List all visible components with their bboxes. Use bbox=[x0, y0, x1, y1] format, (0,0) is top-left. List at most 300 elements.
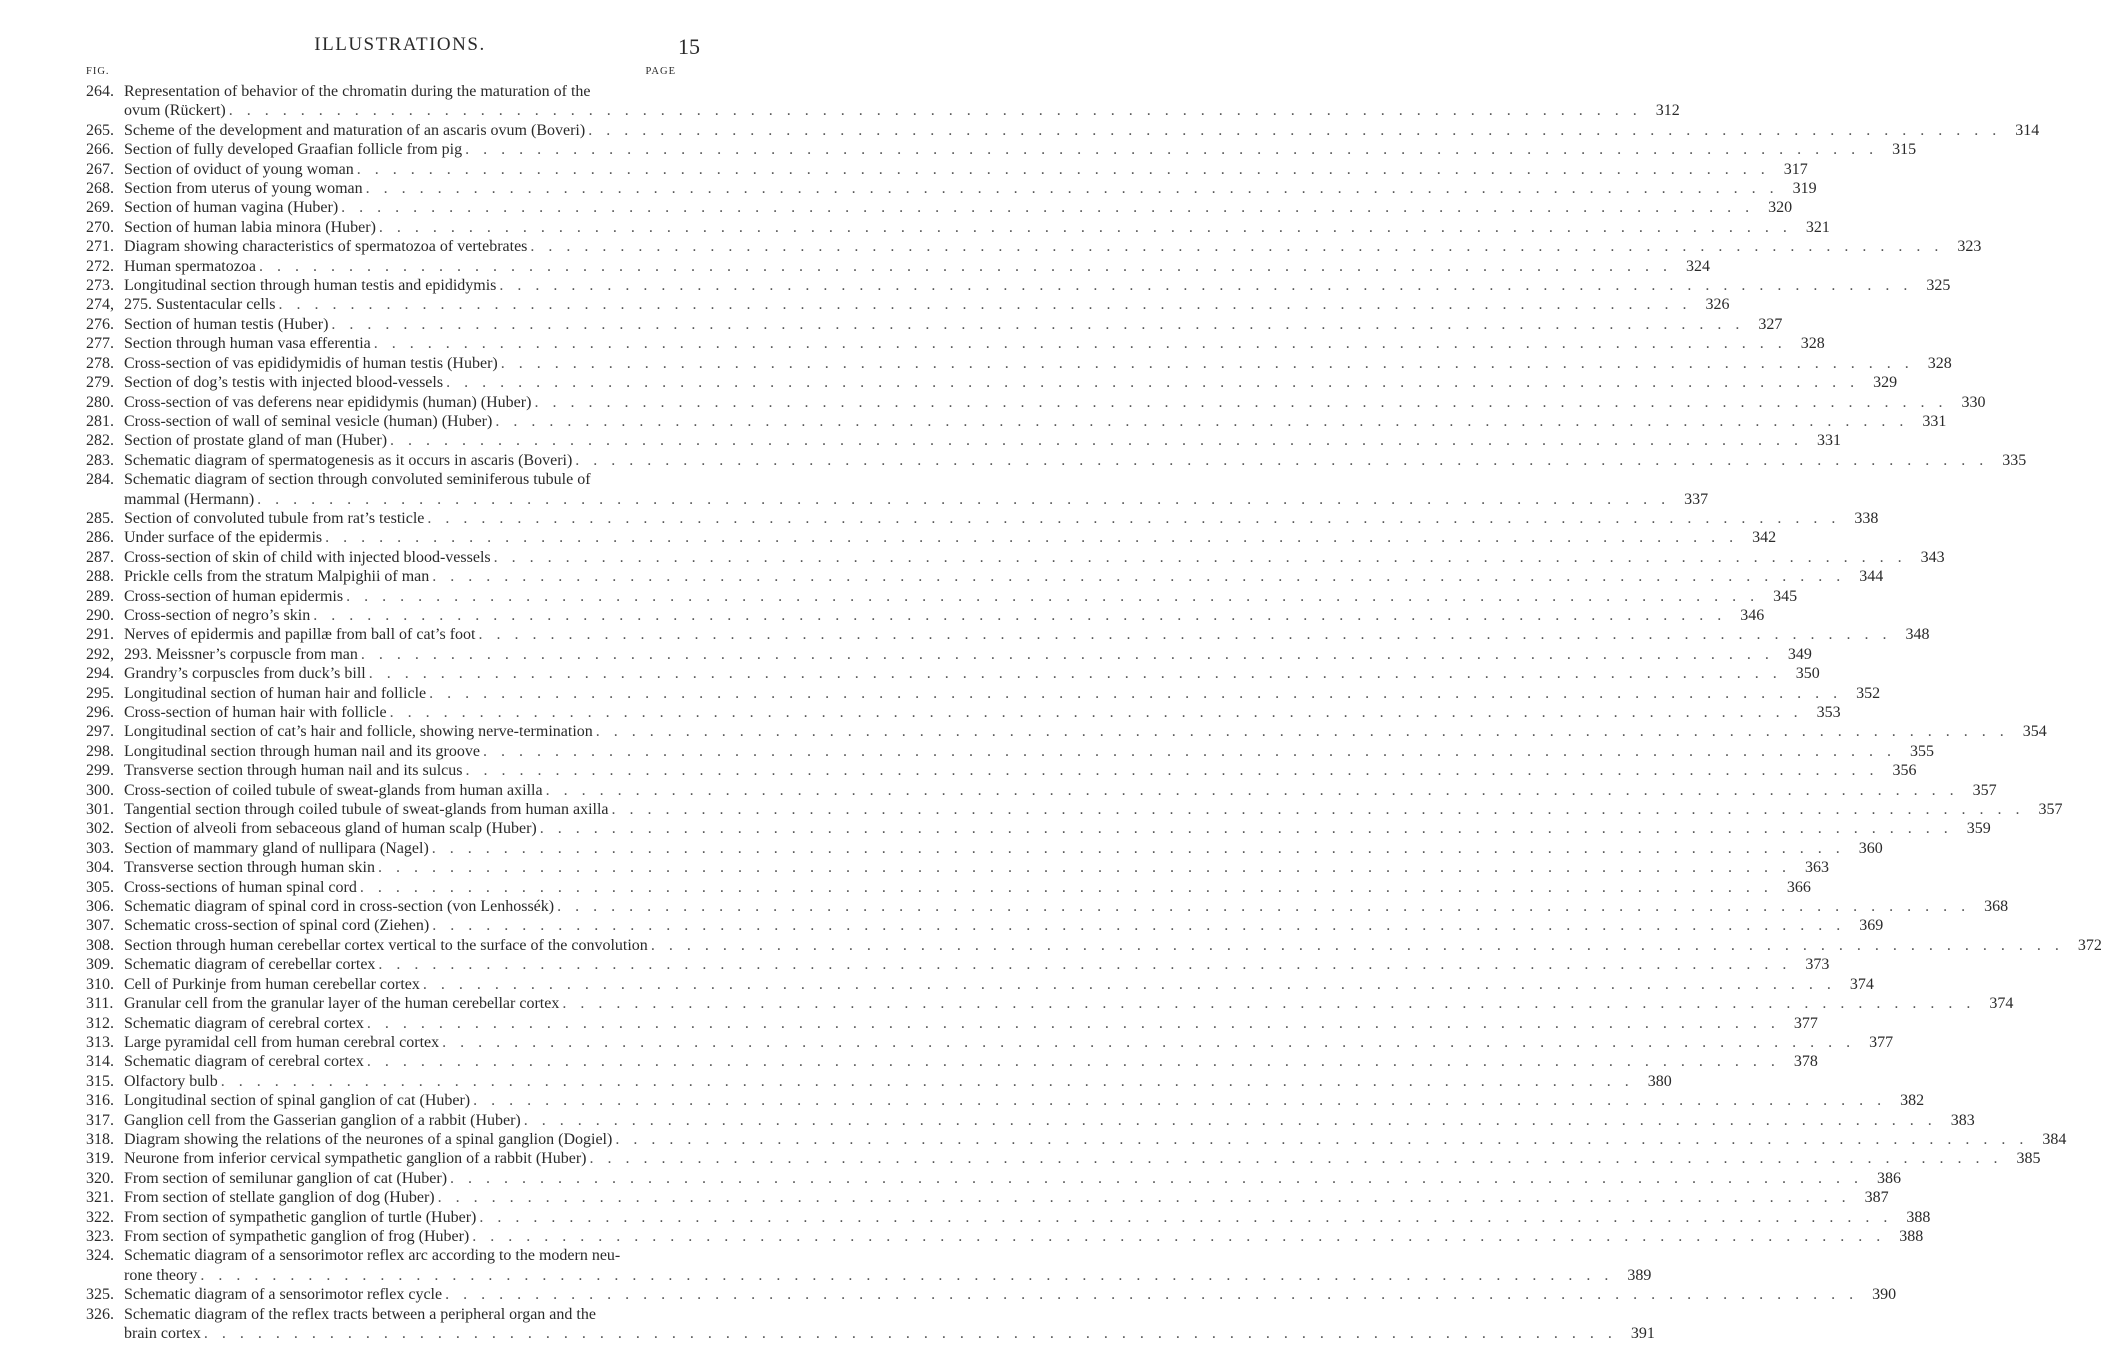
entry-body bbox=[124, 257, 1710, 276]
entry-body bbox=[124, 121, 2040, 140]
entry-body bbox=[124, 839, 1883, 858]
dot-leader bbox=[494, 548, 1907, 567]
dot-leader bbox=[360, 878, 1773, 897]
caption-line bbox=[124, 315, 1783, 334]
figure-number: 304. bbox=[86, 859, 114, 877]
page-reference: 342 bbox=[1752, 529, 1777, 547]
figure-number: 280. bbox=[86, 393, 114, 411]
page-reference: 389 bbox=[1627, 1266, 1652, 1284]
caption-line: Schematic diagram of a sensorimotor reflex arc according to the modern neu- bbox=[124, 1247, 621, 1265]
figure-number: 300. bbox=[86, 781, 114, 799]
caption-text: Section from uterus of young woman bbox=[124, 180, 363, 198]
caption-text: From section of semilunar ganglion of cat (Huber) bbox=[124, 1169, 448, 1187]
entry-body bbox=[124, 897, 2009, 916]
caption-line bbox=[124, 140, 1917, 159]
entry-body bbox=[124, 1305, 1655, 1344]
fig-column-header: FIG. bbox=[86, 66, 110, 77]
figure-number: 320. bbox=[86, 1169, 114, 1187]
caption-line bbox=[124, 1052, 1818, 1071]
figure-number: 269. bbox=[86, 199, 114, 217]
list-item bbox=[86, 742, 1934, 761]
page-reference: 353 bbox=[1816, 704, 1841, 721]
caption-line bbox=[124, 878, 1811, 897]
caption-line bbox=[124, 373, 1898, 392]
figure-number: 326. bbox=[86, 1305, 114, 1323]
dot-leader bbox=[450, 1169, 1863, 1188]
caption-text: Section of dog’s testis with injected blood-vessels bbox=[124, 374, 444, 392]
dot-leader bbox=[378, 955, 1791, 974]
list-item bbox=[86, 160, 1808, 179]
figure-number: 314. bbox=[86, 1053, 114, 1071]
caption-line bbox=[124, 218, 1830, 237]
entry-body bbox=[124, 412, 1947, 431]
entry-body bbox=[124, 1208, 1931, 1227]
dot-leader bbox=[596, 722, 2009, 741]
figure-number: 268. bbox=[86, 180, 114, 198]
figure-number: 307. bbox=[86, 917, 114, 935]
list-item bbox=[86, 664, 1820, 683]
page-reference: 384 bbox=[2042, 1130, 2067, 1148]
list-item bbox=[86, 334, 1825, 353]
caption-text: Longitudinal section of cat’s hair and follicle, showing nerve-termination bbox=[124, 723, 593, 741]
dot-leader bbox=[279, 295, 1692, 314]
list-item bbox=[86, 121, 2040, 140]
dot-leader bbox=[446, 373, 1859, 392]
page-reference: 380 bbox=[1647, 1072, 1672, 1090]
page-reference: 348 bbox=[1905, 626, 1930, 644]
caption-line bbox=[124, 354, 1952, 373]
page-reference: 357 bbox=[2038, 801, 2063, 819]
figure-number: 270. bbox=[86, 218, 114, 236]
dot-leader bbox=[588, 121, 2001, 140]
list-item bbox=[86, 509, 1879, 528]
entry-body bbox=[124, 800, 2063, 819]
page-reference: 335 bbox=[2002, 451, 2027, 469]
caption-line bbox=[124, 276, 1951, 295]
dot-leader bbox=[589, 1149, 2002, 1168]
caption-line bbox=[124, 1033, 1894, 1052]
caption-line bbox=[124, 722, 2047, 741]
caption-line bbox=[124, 509, 1879, 528]
caption-text: Nerves of epidermis and papillæ from ball of cat’s foot bbox=[124, 626, 476, 644]
caption-line bbox=[124, 179, 1817, 198]
list-item bbox=[86, 82, 1680, 121]
caption-text: Cross-section of human epidermis bbox=[124, 587, 344, 605]
page-reference: 326 bbox=[1705, 296, 1730, 314]
entry-body bbox=[124, 1033, 1894, 1052]
caption-line bbox=[124, 975, 1874, 994]
caption-line bbox=[124, 819, 1991, 838]
page-reference: 354 bbox=[2022, 723, 2047, 741]
dot-leader bbox=[390, 431, 1803, 450]
dot-leader bbox=[357, 160, 1770, 179]
figure-number: 289. bbox=[86, 587, 114, 605]
dot-leader bbox=[346, 587, 1759, 606]
caption-text: Schematic cross-section of spinal cord (Ziehen) bbox=[124, 917, 430, 935]
caption-line bbox=[124, 955, 1830, 974]
figure-number: 312. bbox=[86, 1014, 114, 1032]
list-item bbox=[86, 567, 1884, 586]
figure-number: 267. bbox=[86, 160, 114, 178]
list-item bbox=[86, 179, 1817, 198]
caption-text: Schematic diagram of spinal cord in cross-section (von Lenhossék) bbox=[124, 898, 555, 916]
page-reference: 312 bbox=[1655, 102, 1680, 120]
list-item bbox=[86, 431, 1842, 450]
list-item bbox=[86, 1111, 1975, 1130]
list-item bbox=[86, 1033, 1894, 1052]
page-reference: 382 bbox=[1900, 1092, 1925, 1110]
page-reference: 359 bbox=[1966, 820, 1991, 838]
entry-body bbox=[124, 645, 1812, 664]
entry-body bbox=[124, 1111, 1975, 1130]
entry-body bbox=[124, 1130, 2067, 1149]
entry-body bbox=[124, 509, 1879, 528]
page-reference: 343 bbox=[1920, 548, 1945, 566]
list-item bbox=[86, 1014, 1818, 1033]
list-item bbox=[86, 936, 2102, 955]
page-reference: 331 bbox=[1817, 432, 1842, 450]
caption-line bbox=[124, 490, 1709, 509]
page-reference: 352 bbox=[1856, 684, 1881, 702]
entry-body bbox=[124, 218, 1830, 237]
entry-body bbox=[124, 198, 1793, 217]
list-item bbox=[86, 703, 1841, 722]
caption-line bbox=[124, 451, 2027, 470]
caption-line: Schematic diagram of section through convoluted seminiferous tubule of bbox=[124, 471, 591, 489]
dot-leader bbox=[259, 257, 1672, 276]
entry-body bbox=[124, 276, 1951, 295]
caption-line bbox=[124, 897, 2009, 916]
illustrations-list bbox=[86, 82, 2102, 1343]
caption-text: ovum (Rückert) bbox=[124, 102, 226, 120]
page-reference: 320 bbox=[1768, 199, 1793, 217]
page-reference: 331 bbox=[1922, 412, 1947, 430]
caption-line bbox=[124, 257, 1710, 276]
entry-body bbox=[124, 1285, 1897, 1304]
caption-text: Cross-section of coiled tubule of sweat-glands from human axilla bbox=[124, 781, 543, 799]
caption-text: Section of human testis (Huber) bbox=[124, 315, 329, 333]
caption-text: Section of convoluted tubule from rat’s testicle bbox=[124, 509, 425, 527]
dot-leader bbox=[367, 1052, 1780, 1071]
page-reference: 328 bbox=[1800, 335, 1825, 353]
page-reference: 386 bbox=[1877, 1169, 1902, 1187]
caption-line: Schematic diagram of the reflex tracts between a peripheral organ and the bbox=[124, 1305, 596, 1323]
page-reference: 373 bbox=[1805, 956, 1830, 974]
list-item bbox=[86, 975, 1874, 994]
dot-leader bbox=[423, 975, 1836, 994]
caption-line bbox=[124, 1072, 1672, 1091]
caption-text: brain cortex bbox=[124, 1325, 201, 1342]
list-item bbox=[86, 528, 1777, 547]
page-reference: 314 bbox=[2015, 121, 2040, 139]
dot-leader bbox=[369, 664, 1782, 683]
caption-line bbox=[124, 334, 1825, 353]
caption-text: Grandry’s corpuscles from duck’s bill bbox=[124, 665, 366, 683]
list-item bbox=[86, 451, 2027, 470]
figure-number: 308. bbox=[86, 936, 114, 954]
list-item bbox=[86, 684, 1881, 703]
dot-leader bbox=[204, 1324, 1617, 1343]
caption-text: Tangential section through coiled tubule of sweat-glands from human axilla bbox=[124, 801, 609, 819]
page-column-header: PAGE bbox=[645, 66, 676, 77]
list-item bbox=[86, 354, 1952, 373]
figure-number: 291. bbox=[86, 626, 114, 644]
caption-line bbox=[124, 101, 1680, 120]
page-reference: 369 bbox=[1859, 917, 1884, 935]
page-reference: 372 bbox=[2077, 936, 2102, 954]
entry-body bbox=[124, 1188, 1889, 1207]
figure-number: 276. bbox=[86, 315, 114, 333]
caption-text: Cross-sections of human spinal cord bbox=[124, 878, 357, 896]
page-reference: 321 bbox=[1805, 218, 1830, 236]
page-reference: 325 bbox=[1926, 277, 1951, 295]
figure-number: 292, bbox=[86, 645, 114, 663]
entry-body bbox=[124, 994, 2014, 1013]
caption-line bbox=[124, 800, 2063, 819]
dot-leader bbox=[390, 703, 1803, 722]
dot-leader bbox=[331, 315, 1744, 334]
caption-line bbox=[124, 664, 1820, 683]
caption-text: Section of human labia minora (Huber) bbox=[124, 218, 376, 236]
figure-number: 313. bbox=[86, 1033, 114, 1051]
caption-text: From section of sympathetic ganglion of turtle (Huber) bbox=[124, 1208, 477, 1226]
caption-line bbox=[124, 916, 1884, 935]
entry-body bbox=[124, 528, 1777, 547]
entry-body bbox=[124, 140, 1917, 159]
list-item bbox=[86, 858, 1829, 877]
dot-leader bbox=[479, 1208, 1892, 1227]
page-reference: 350 bbox=[1795, 665, 1820, 683]
caption-text: Cross-section of negro’s skin bbox=[124, 606, 311, 624]
page-reference: 374 bbox=[1989, 995, 2014, 1013]
caption-line bbox=[124, 1091, 1925, 1110]
dot-leader bbox=[557, 897, 1970, 916]
dot-leader bbox=[473, 1091, 1886, 1110]
caption-text: Schematic diagram of cerebellar cortex bbox=[124, 956, 376, 974]
list-item bbox=[86, 722, 2047, 741]
caption-text: Prickle cells from the stratum Malpighii of man bbox=[124, 568, 430, 586]
caption-text: Olfactory bulb bbox=[124, 1072, 218, 1090]
entry-body bbox=[124, 975, 1874, 994]
figure-number: 319. bbox=[86, 1150, 114, 1168]
caption-text: Cross-section of vas deferens near epididymis (human) (Huber) bbox=[124, 393, 532, 411]
page-reference: 330 bbox=[1961, 393, 1986, 411]
dot-leader bbox=[615, 1130, 2028, 1149]
list-item bbox=[86, 839, 1883, 858]
page-reference: 357 bbox=[1972, 781, 1997, 799]
list-item bbox=[86, 800, 2063, 819]
list-item bbox=[86, 1208, 1931, 1227]
list-item bbox=[86, 1072, 1672, 1091]
figure-number: 272. bbox=[86, 257, 114, 275]
entry-body bbox=[124, 664, 1820, 683]
page-reference: 317 bbox=[1783, 160, 1808, 178]
caption-text: Section of fully developed Graafian follicle from pig bbox=[124, 141, 463, 159]
figure-number: 282. bbox=[86, 432, 114, 450]
figure-number: 306. bbox=[86, 898, 114, 916]
entry-body bbox=[124, 334, 1825, 353]
page-reference: 383 bbox=[1950, 1111, 1975, 1129]
dot-leader bbox=[432, 567, 1845, 586]
caption-text: Section of mammary gland of nullipara (Nagel) bbox=[124, 839, 429, 857]
figure-number: 266. bbox=[86, 141, 114, 159]
figure-number: 322. bbox=[86, 1208, 114, 1226]
caption-line bbox=[124, 1188, 1889, 1207]
dot-leader bbox=[432, 916, 1845, 935]
figure-number: 301. bbox=[86, 801, 114, 819]
figure-number: 296. bbox=[86, 704, 114, 721]
figure-number: 271. bbox=[86, 238, 114, 256]
figure-number: 302. bbox=[86, 820, 114, 838]
caption-line bbox=[124, 1285, 1897, 1304]
dot-leader bbox=[472, 1227, 1885, 1246]
entry-body bbox=[124, 722, 2047, 741]
caption-line bbox=[124, 1014, 1818, 1033]
entry-body bbox=[124, 1014, 1818, 1033]
page-reference: 355 bbox=[1909, 742, 1934, 760]
dot-leader bbox=[442, 1033, 1855, 1052]
figure-number: 309. bbox=[86, 956, 114, 974]
caption-text: Large pyramidal cell from human cerebral cortex bbox=[124, 1033, 440, 1051]
page-reference: 388 bbox=[1899, 1227, 1924, 1245]
entry-body bbox=[124, 315, 1783, 334]
caption-line bbox=[124, 412, 1947, 431]
list-item bbox=[86, 373, 1898, 392]
dot-leader bbox=[483, 742, 1896, 761]
dot-leader bbox=[465, 140, 1878, 159]
figure-number: 297. bbox=[86, 723, 114, 741]
caption-line bbox=[124, 160, 1808, 179]
entry-body bbox=[124, 451, 2027, 470]
page-reference: 374 bbox=[1849, 975, 1874, 993]
figure-number: 299. bbox=[86, 762, 114, 780]
caption-line bbox=[124, 781, 1997, 800]
caption-text: Schematic diagram of cerebral cortex bbox=[124, 1014, 364, 1032]
caption-text: Section of alveoli from sebaceous gland of human scalp (Huber) bbox=[124, 820, 537, 838]
page-reference: 315 bbox=[1892, 141, 1917, 159]
dot-leader bbox=[378, 858, 1791, 877]
list-item bbox=[86, 140, 1917, 159]
page-reference: 346 bbox=[1740, 606, 1765, 624]
list-item bbox=[86, 955, 1830, 974]
caption-line bbox=[124, 1169, 1902, 1188]
page-reference: 368 bbox=[1984, 898, 2009, 916]
dot-leader bbox=[534, 393, 1947, 412]
list-item bbox=[86, 1052, 1818, 1071]
page-title: ILLUSTRATIONS. bbox=[314, 34, 486, 55]
dot-leader bbox=[445, 1285, 1858, 1304]
list-item bbox=[86, 393, 1986, 412]
figure-number: 285. bbox=[86, 509, 114, 527]
caption-text: Under surface of the epidermis bbox=[124, 529, 323, 547]
entry-body bbox=[124, 858, 1829, 877]
caption-line bbox=[124, 1111, 1975, 1130]
figure-number: 305. bbox=[86, 878, 114, 896]
list-item bbox=[86, 198, 1793, 217]
dot-leader bbox=[257, 490, 1670, 509]
caption-text: Human spermatozoa bbox=[124, 257, 256, 275]
figure-number: 315. bbox=[86, 1072, 114, 1090]
list-item bbox=[86, 781, 1997, 800]
entry-body bbox=[124, 1149, 2041, 1168]
figure-number: 318. bbox=[86, 1130, 114, 1148]
entry-body bbox=[124, 548, 1945, 567]
figure-number: 281. bbox=[86, 412, 114, 430]
figure-number: 295. bbox=[86, 684, 114, 702]
figure-number: 279. bbox=[86, 374, 114, 392]
entry-body bbox=[124, 819, 1991, 838]
entry-body bbox=[124, 878, 1811, 897]
caption-text: Ganglion cell from the Gasserian ganglion of a rabbit (Huber) bbox=[124, 1111, 521, 1129]
entry-body bbox=[124, 625, 1930, 644]
figure-number: 294. bbox=[86, 665, 114, 683]
list-item bbox=[86, 897, 2009, 916]
caption-text: Cell of Purkinje from human cerebellar cortex bbox=[124, 975, 420, 993]
caption-text: Longitudinal section of spinal ganglion of cat (Huber) bbox=[124, 1092, 471, 1110]
dot-leader bbox=[429, 684, 1842, 703]
list-item bbox=[86, 994, 2014, 1013]
entry-body bbox=[124, 237, 1982, 256]
list-item bbox=[86, 1188, 1889, 1207]
page-reference: 345 bbox=[1773, 587, 1798, 605]
caption-line bbox=[124, 528, 1777, 547]
caption-text: Section of prostate gland of man (Huber) bbox=[124, 432, 388, 450]
figure-number: 325. bbox=[86, 1286, 114, 1304]
dot-leader bbox=[229, 101, 1642, 120]
figure-number: 283. bbox=[86, 451, 114, 469]
caption-text: rone theory bbox=[124, 1266, 198, 1284]
figure-number: 273. bbox=[86, 277, 114, 295]
dot-leader bbox=[546, 781, 1959, 800]
entry-body bbox=[124, 606, 1765, 625]
caption-text: Scheme of the development and maturation of an ascaris ovum (Boveri) bbox=[124, 121, 586, 139]
caption-text: Neurone from inferior cervical sympathetic ganglion of a rabbit (Huber) bbox=[124, 1150, 587, 1168]
entry-body bbox=[124, 684, 1881, 703]
page-reference: 387 bbox=[1864, 1189, 1889, 1207]
dot-leader bbox=[366, 179, 1779, 198]
dot-leader bbox=[374, 334, 1787, 353]
dot-leader bbox=[341, 198, 1754, 217]
page-reference: 319 bbox=[1792, 180, 1817, 198]
list-item bbox=[86, 315, 1783, 334]
caption-text: Schematic diagram of spermatogenesis as it occurs in ascaris (Boveri) bbox=[124, 451, 573, 469]
page-reference: 324 bbox=[1685, 257, 1710, 275]
caption-text: Cross-section of vas epididymidis of human testis (Huber) bbox=[124, 354, 498, 372]
entry-body bbox=[124, 373, 1898, 392]
figure-number: 311. bbox=[86, 995, 114, 1013]
dot-leader bbox=[562, 994, 1975, 1013]
entry-body bbox=[124, 393, 1986, 412]
caption-line bbox=[124, 606, 1765, 625]
page-reference: 323 bbox=[1957, 238, 1982, 256]
page-reference: 377 bbox=[1869, 1033, 1894, 1051]
caption-line bbox=[124, 431, 1842, 450]
dot-leader bbox=[478, 625, 1891, 644]
caption-text: Schematic diagram of cerebral cortex bbox=[124, 1053, 364, 1071]
caption-line: Representation of behavior of the chromatin during the maturation of the bbox=[124, 83, 591, 100]
page-reference: 366 bbox=[1786, 878, 1811, 896]
page-reference: 337 bbox=[1684, 490, 1709, 508]
dot-leader bbox=[575, 451, 1988, 470]
running-header bbox=[0, 34, 800, 64]
dot-leader bbox=[379, 218, 1792, 237]
caption-line bbox=[124, 567, 1884, 586]
page-reference: 377 bbox=[1793, 1014, 1818, 1032]
figure-number: 264. bbox=[86, 83, 114, 100]
figure-number: 324. bbox=[86, 1247, 114, 1265]
caption-line bbox=[124, 703, 1841, 722]
figure-number: 284. bbox=[86, 471, 114, 489]
